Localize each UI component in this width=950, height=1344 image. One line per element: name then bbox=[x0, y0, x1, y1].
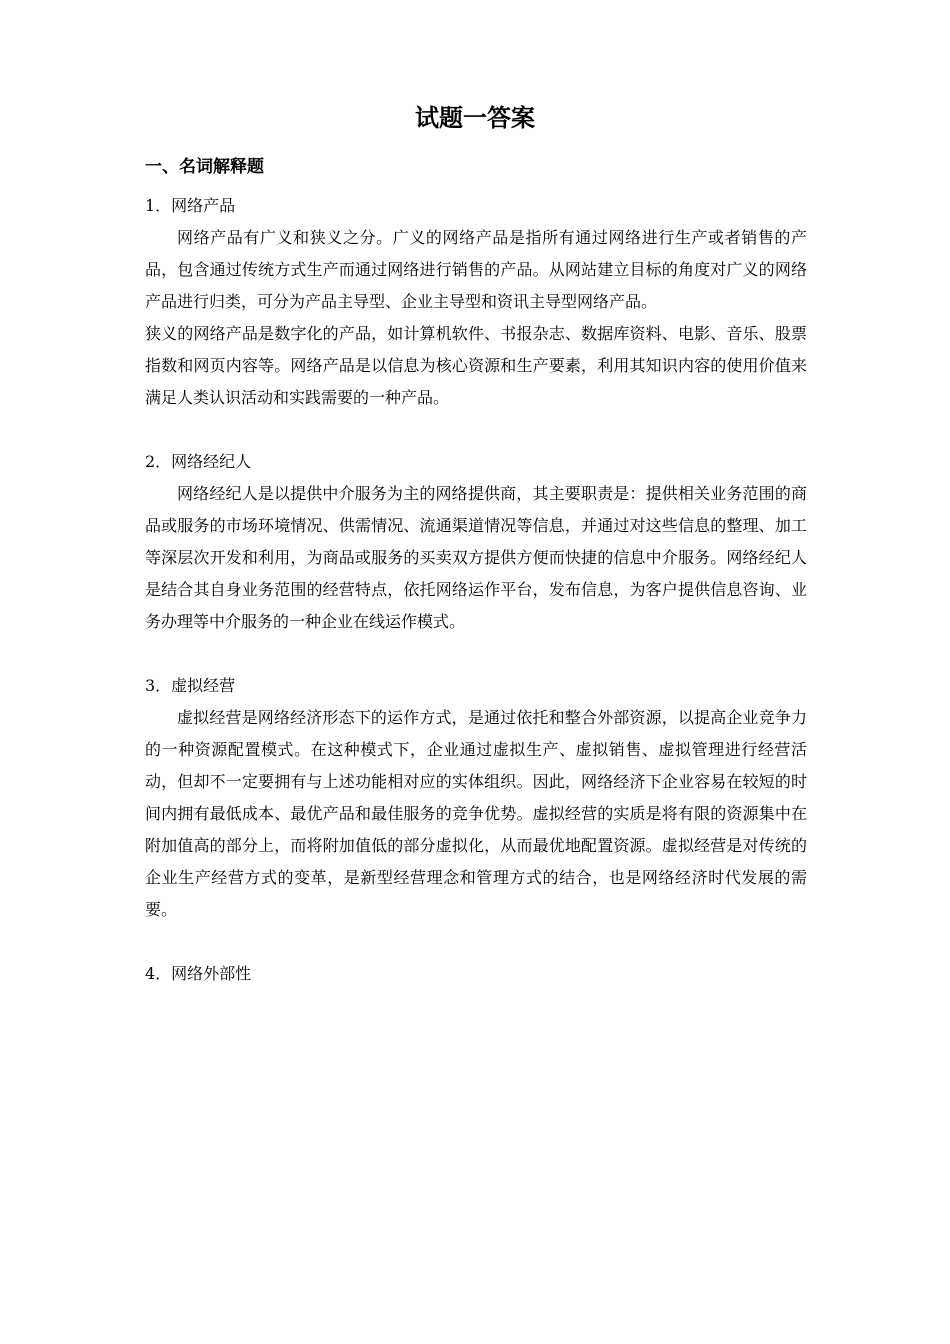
paragraph-spacer bbox=[145, 926, 807, 958]
term-1-paragraph-1: 网络产品有广义和狭义之分。广义的网络产品是指所有通过网络进行生产或者销售的产品，包含通过传统方式生产而通过网络进行销售的产品。从网站建立目标的角度对广义的网络产品进行归类，可分为产品主导型、企业主导型和资讯主导型网络产品。 bbox=[145, 228, 807, 311]
paragraph-spacer bbox=[145, 638, 807, 670]
term-heading-4: 4．网络外部性 bbox=[145, 964, 252, 983]
paragraph-spacer bbox=[145, 414, 807, 446]
term-heading-3: 3．虚拟经营 bbox=[145, 676, 236, 695]
document-title: 试题一答案 bbox=[415, 104, 535, 132]
term-3-paragraph-1: 虚拟经营是网络经济形态下的运作方式，是通过依托和整合外部资源，以提高企业竞争力的一种资源配置模式。在这种模式下，企业通过虚拟生产、虚拟销售、虚拟管理进行经营活动，但却不一定要拥有与上述功能相对应的实体组织。因此，网络经济下企业容易在较短的时间内拥有最低成本、最优产品和最佳服务的竞争优势。虚拟经营的实质是将有限的资源集中在附加值高的部分上，而将附加值低的部分虚拟化，从而最优地配置资源。虚拟经营是对传统的企业生产经营方式的变革，是新型经营理念和管理方式的结合，也是网络经济时代发展的需要。 bbox=[145, 708, 807, 919]
term-2-paragraph-1: 网络经纪人是以提供中介服务为主的网络提供商，其主要职责是：提供相关业务范围的商品或服务的市场环境情况、供需情况、流通渠道情况等信息，并通过对这些信息的整理、加工等深层次开发和利用，为商品或服务的买卖双方提供方便而快捷的信息中介服务。网络经纪人是结合其自身业务范围的经营特点，依托网络运作平台，发布信息，为客户提供信息咨询、业务办理等中介服务的一种企业在线运作模式。 bbox=[145, 484, 807, 631]
term-heading-1: 1．网络产品 bbox=[145, 196, 236, 215]
document-body bbox=[145, 190, 807, 990]
term-1-paragraph-2: 狭义的网络产品是数字化的产品，如计算机软件、书报杂志、数据库资料、电影、音乐、股票指数和网页内容等。网络产品是以信息为核心资源和生产要素，利用其知识内容的使用价值来满足人类认识活动和实践需要的一种产品。 bbox=[145, 324, 807, 407]
section-heading: 一、名词解释题 bbox=[145, 157, 264, 177]
term-heading-2: 2．网络经纪人 bbox=[145, 452, 252, 471]
